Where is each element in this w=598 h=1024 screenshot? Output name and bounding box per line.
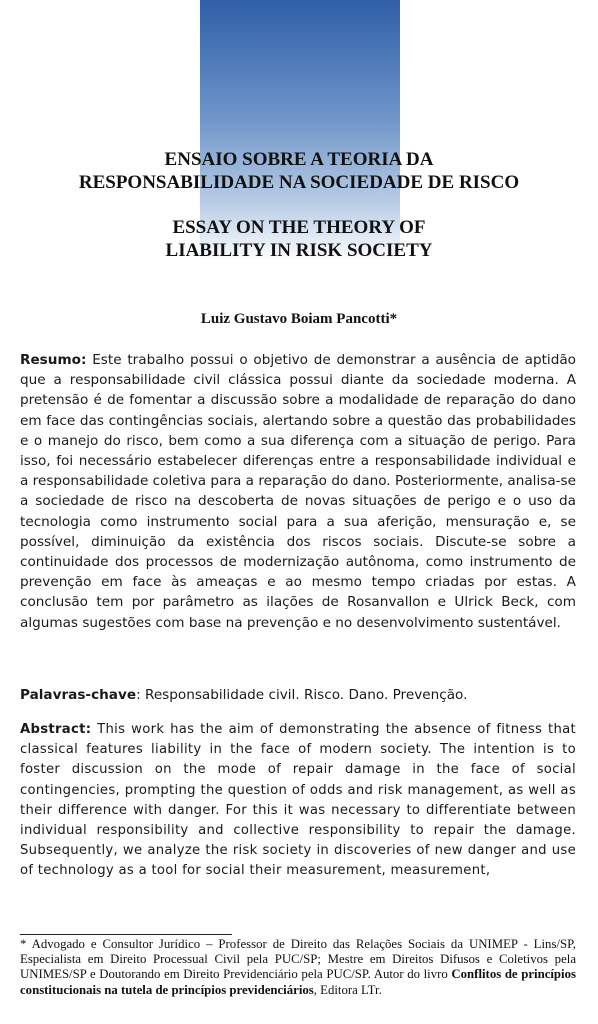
resumo-text: Este trabalho possui o objetivo de demonstrar a ausência de aptidão que a responsabilidade civil clássica possui diante da sociedade moderna. A pretensão é de fomentar a discussão sobre a modalidade de reparação do dano em face das contingências sociais, alertando sobre a questão das probabilidades e o manejo do risco, bem como a sua diferença com a situação de perigo. Para isso, foi necessário estabelecer diferenças entre a responsabilidade individual e a responsabilidade coletiva para a reparação do dano. Posteriormente, analisa-se a sociedade de risco na descoberta de novas situações de perigo e o uso da tecnologia como instrumento social para a sua aferição, mensuração e, se possível, diminuição da existência dos riscos sociais. Discute-se sobre a continuidade dos processos de modernização autônoma, como instrumento de prevenção em face às ameaças e ao mesmo tempo criadas por estas. A conclusão tem por parâmetro as ilações de Rosanvallon e Ulrick Beck, com algumas sugestões com base na prevenção e no desenvolvimento sustentável. bbox=[20, 352, 576, 631]
title-portuguese-line-2: RESPONSABILIDADE NA SOCIEDADE DE RISCO bbox=[78, 172, 520, 193]
footnote-text: * Advogado e Consultor Jurídico – Professor de Direito das Relações Sociais da UNIMEP - Lins/SP, Especialista em Direito Processual Civil pela PUC/SP; Mestre em Direitos Difusos e Coletivos pela UNIMES/SP e Doutorando em Direito Previdenciário pela PUC/SP. Autor do livro bbox=[20, 937, 576, 982]
author-footnote bbox=[20, 937, 576, 998]
title-english-line-1: ESSAY ON THE THEORY OF bbox=[172, 217, 426, 238]
resumo-paragraph bbox=[20, 350, 576, 633]
abstract-text: This work has the aim of demonstrating the absence of fitness that classical features liability in the face of modern society. The intention is to foster discussion on the mode of repair damage in the face of social contingencies, prompting the question of odds and risk management, as well as their difference with danger. For this it was necessary to differentiate between individual responsibility and collective responsibility to repair the damage. Subsequently, we analyze the risk society in discoveries of new danger and use of technology as a tool for social their measurement, measurement, bbox=[20, 722, 576, 879]
keywords-paragraph bbox=[20, 685, 576, 705]
abstract-paragraph bbox=[20, 720, 576, 882]
footnote-divider bbox=[20, 934, 232, 935]
title-portuguese-line-1: ENSAIO SOBRE A TEORIA DA bbox=[164, 149, 434, 170]
title-english-line-2: LIABILITY IN RISK SOCIETY bbox=[165, 240, 433, 261]
keywords-label: Palavras-chave bbox=[20, 687, 137, 703]
abstract-label: Abstract: bbox=[20, 722, 92, 737]
footnote-book-title: Conflitos de princípios constitucionais na tutela de princípios previdenciários bbox=[20, 967, 576, 997]
resumo-label: Resumo: bbox=[20, 352, 87, 368]
footnote-publisher: , Editora LTr. bbox=[313, 982, 382, 997]
keywords-text: : Responsabilidade civil. Risco. Dano. Prevenção. bbox=[136, 687, 468, 703]
author-name: Luiz Gustavo Boiam Pancotti* bbox=[200, 311, 398, 327]
title-block bbox=[0, 148, 598, 262]
